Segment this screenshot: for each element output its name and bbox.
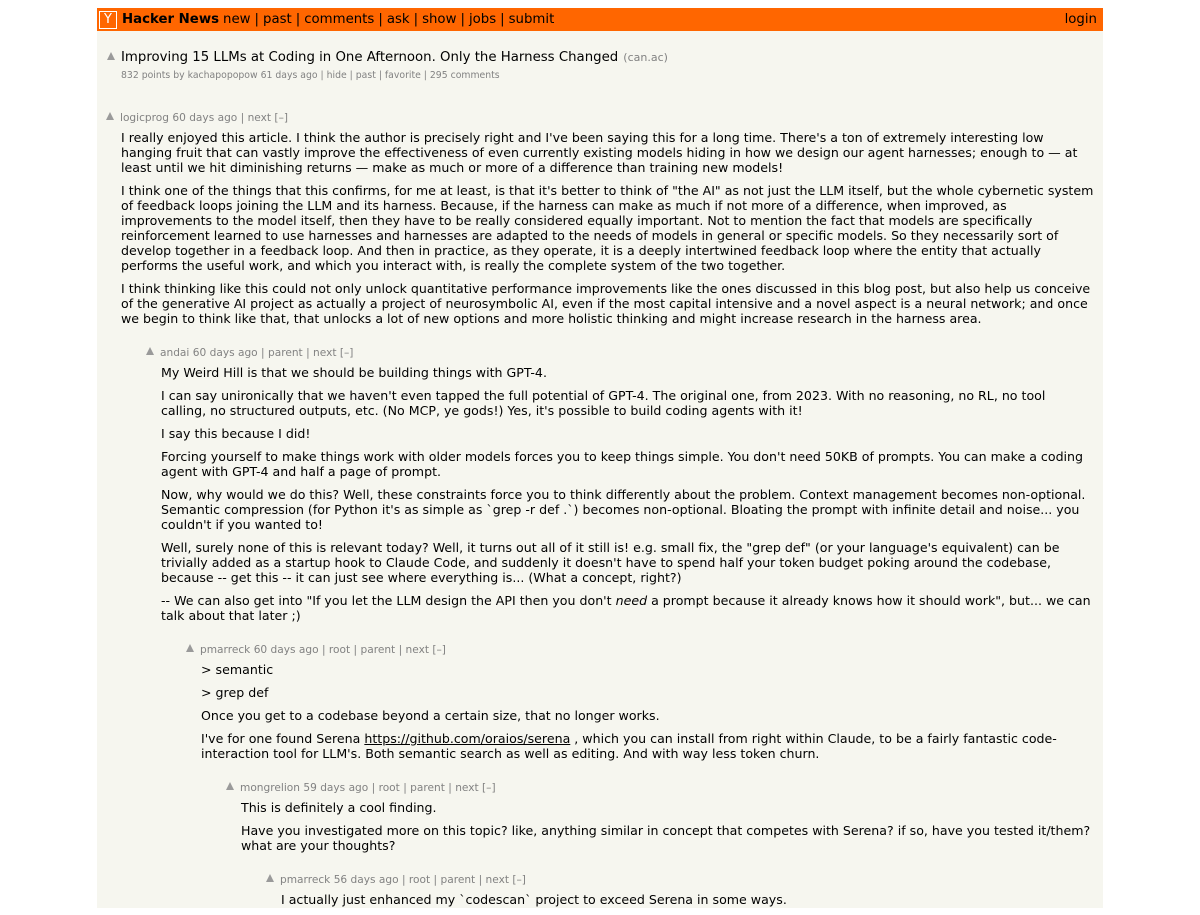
comment-age[interactable]: 59 days ago	[303, 782, 369, 794]
comment-nav-link[interactable]: next [–]	[485, 874, 526, 886]
comments-link[interactable]: 295 comments	[429, 70, 500, 81]
comment-paragraph: Once you get to a codebase beyond a certain size, that no longer works.	[201, 708, 660, 723]
comment-paragraph: > semantic	[201, 662, 274, 677]
story-site[interactable]: (can.ac)	[623, 51, 668, 64]
comment-nav-link[interactable]: parent	[360, 644, 396, 656]
comment-text	[161, 365, 1094, 623]
comment	[146, 346, 1094, 631]
site-name[interactable]: Hacker News	[122, 12, 220, 27]
comment-age[interactable]: 60 days ago	[192, 347, 258, 359]
comment-paragraph: I actually just enhanced my `codescan` project to exceed Serena in some ways.	[281, 892, 787, 907]
comment-paragraph: Now, why would we do this? Well, these constraints force you to think differently about the problem. Context management becomes non-optional. Semantic compression (for Python it's as simple as `grep -r def .`) becomes non-optional. Bloating the prompt with infinite detail and noise... you couldn't if you wanted to!	[161, 487, 1086, 532]
comment-head: mongrelion 59 days ago | root | parent | next [–]	[226, 781, 1094, 795]
emphasis: need	[615, 593, 648, 608]
comment-head: pmarreck 56 days ago | root | parent | next [–]	[266, 873, 1094, 887]
comment-text	[201, 662, 1094, 761]
comment-paragraph: I can say unironically that we haven't even tapped the full potential of GPT-4. The original one, from 2023. With no reasoning, no RL, no tool calling, no structured outputs, etc. (No MCP, ye gods!) Yes, it's possible to build coding agents with it!	[161, 388, 1046, 418]
comment	[226, 781, 1094, 861]
comment-head: andai 60 days ago | parent | next [–]	[146, 346, 1094, 360]
nav-ask[interactable]: ask	[386, 12, 410, 27]
comment-nav-link[interactable]: next [–]	[455, 782, 496, 794]
upvote-icon[interactable]	[106, 112, 114, 120]
comment-paragraph: Forcing yourself to make things work with older models forces you to keep things simple. You don't need 50KB of prompts. You can make a coding agent with GPT-4 and half a page of prompt.	[161, 449, 1084, 479]
comment-age[interactable]: 60 days ago	[253, 644, 319, 656]
story-user[interactable]: kachapopopow	[187, 70, 258, 81]
upvote-icon[interactable]	[107, 52, 115, 60]
top-nav-bar	[97, 8, 1103, 31]
comment-nav-link[interactable]: next [–]	[247, 112, 288, 124]
comment-nav-link[interactable]: root	[328, 644, 351, 656]
comment-text	[121, 130, 1094, 326]
nav-new[interactable]: new	[223, 12, 251, 27]
text-segment: I've for one found Serena	[201, 731, 365, 746]
comment-user[interactable]: logicprog	[120, 112, 169, 124]
comment-paragraph	[201, 731, 1094, 761]
comment-paragraph: I say this because I did!	[161, 426, 311, 441]
comment	[186, 643, 1094, 769]
comment-nav-link[interactable]: root	[408, 874, 431, 886]
nav-comments[interactable]: comments	[304, 12, 375, 27]
comment-head: pmarreck 60 days ago | root | parent | next [–]	[186, 643, 1094, 657]
comment-nav-link[interactable]: next [–]	[405, 644, 446, 656]
serena-link[interactable]: https://github.com/oraios/serena	[364, 731, 571, 746]
comment-age[interactable]: 60 days ago	[172, 112, 238, 124]
by-label: by	[173, 70, 185, 81]
comment-age[interactable]: 56 days ago	[333, 874, 399, 886]
comment-user[interactable]: andai	[160, 347, 190, 359]
comment-user[interactable]: pmarreck	[280, 874, 331, 886]
text-segment: a prompt because it already knows how it should work", but... we can talk about that later ;)	[161, 593, 1091, 623]
comment-user[interactable]: pmarreck	[200, 644, 251, 656]
nav-past[interactable]: past	[263, 12, 292, 27]
favorite-link[interactable]: favorite	[384, 70, 421, 81]
comment-paragraph	[161, 593, 1094, 623]
story-subtext: 832 points by kachapopopow 61 days ago | hide | past | favorite | 295 comments	[121, 70, 500, 81]
comment-user[interactable]: mongrelion	[240, 782, 300, 794]
comment-paragraph: Well, surely none of this is relevant today? Well, it turns out all of it still is! e.g. small fix, the "grep def" (or your language's equivalent) can be trivially added as a startup hook to Claude Code, and suddenly it doesn't have to spend half your token budget poking around the codebase, because -- get this -- it can just see where everything is... (What a concept, right?)	[161, 540, 1060, 585]
comment-paragraph: I think thinking like this could not only unlock quantitative performance improvements like the ones discussed in this blog post, but also help us conceive of the generative AI project as actually a project of neurosymbolic AI, even if the most capital intensive and a novel aspect is a neural network; and once we begin to think like that, that unlocks a lot of new options and more holistic thinking and might increase research in the harness area.	[121, 281, 1091, 326]
login-link[interactable]: login	[1064, 12, 1097, 27]
comment-paragraph: Have you investigated more on this topic? like, anything similar in concept that competes with Serena? if so, have you tested it/them? what are your thoughts?	[241, 823, 1091, 853]
story-title[interactable]: Improving 15 LLMs at Coding in One Afternoon. Only the Harness Changed	[121, 50, 619, 65]
comment-paragraph: I really enjoyed this article. I think the author is precisely right and I've been saying this for a long time. There's a ton of extremely interesting low hanging fruit that can vastly improve the effectiveness of even currently existing models hiding in how we design our agent harnesses; enough to — at least until we hit diminishing returns — make as much or more of a difference than training new models!	[121, 130, 1078, 175]
upvote-icon[interactable]	[146, 347, 154, 355]
comment-text	[241, 800, 1094, 853]
upvote-icon[interactable]	[266, 874, 274, 882]
comment	[106, 111, 1094, 334]
comment-paragraph: I think one of the things that this confirms, for me at least, is that it's better to think of "the AI" as not just the LLM itself, but the whole cybernetic system of feedback loops joining the LLM and its harness. Because, if the harness can make as much if not more of a difference, when improved, as improvements to the model itself, then they have to be really considered equally important. Not to mention the fact that models are specifically reinforcement learned to use harnesses and harnesses are adapted to the needs of models in general or specific models. So they necessarily sort of develop together in a feedback loop. And then in practice, as they operate, it is a deeply intertwined feedback loop where the entity that actually performs the useful work, and which you interact with, is really the complete system of the two together.	[121, 183, 1094, 273]
comment	[266, 873, 1094, 915]
hide-link[interactable]: hide	[326, 70, 347, 81]
page-container	[97, 8, 1103, 908]
comment-paragraph: My Weird Hill is that we should be building things with GPT-4.	[161, 365, 547, 380]
comment-nav-link[interactable]: next [–]	[313, 347, 354, 359]
comment-paragraph: > grep def	[201, 685, 269, 700]
nav-jobs[interactable]: jobs	[468, 12, 497, 27]
comment-nav-link[interactable]: parent	[410, 782, 445, 794]
story	[107, 46, 668, 81]
past-link[interactable]: past	[355, 70, 376, 81]
nav-links: new | past | comments | ask | show | jobs | submit	[223, 12, 555, 27]
comment-nav-link[interactable]: parent	[267, 347, 303, 359]
nav-show[interactable]: show	[422, 12, 457, 27]
comment-nav-link[interactable]: parent	[440, 874, 476, 886]
comment-head: logicprog 60 days ago | next [–]	[106, 111, 1094, 125]
hn-logo[interactable]: Y	[99, 11, 117, 29]
nav-submit[interactable]: submit	[508, 12, 555, 27]
upvote-icon[interactable]	[186, 644, 194, 652]
story-points: 832 points	[121, 70, 171, 81]
text-segment: -- We can also get into "If you let the LLM design the API then you don't	[161, 593, 616, 608]
comment-paragraph: This is definitely a cool finding.	[241, 800, 437, 815]
story-age[interactable]: 61 days ago	[260, 70, 318, 81]
text-segment: , which you can install from right within Claude, to be a fairly fantastic code-interaction tool for LLM's. Both semantic search as well as editing. And with way less token churn.	[201, 731, 1057, 761]
upvote-icon[interactable]	[226, 782, 234, 790]
comment-nav-link[interactable]: root	[378, 782, 400, 794]
